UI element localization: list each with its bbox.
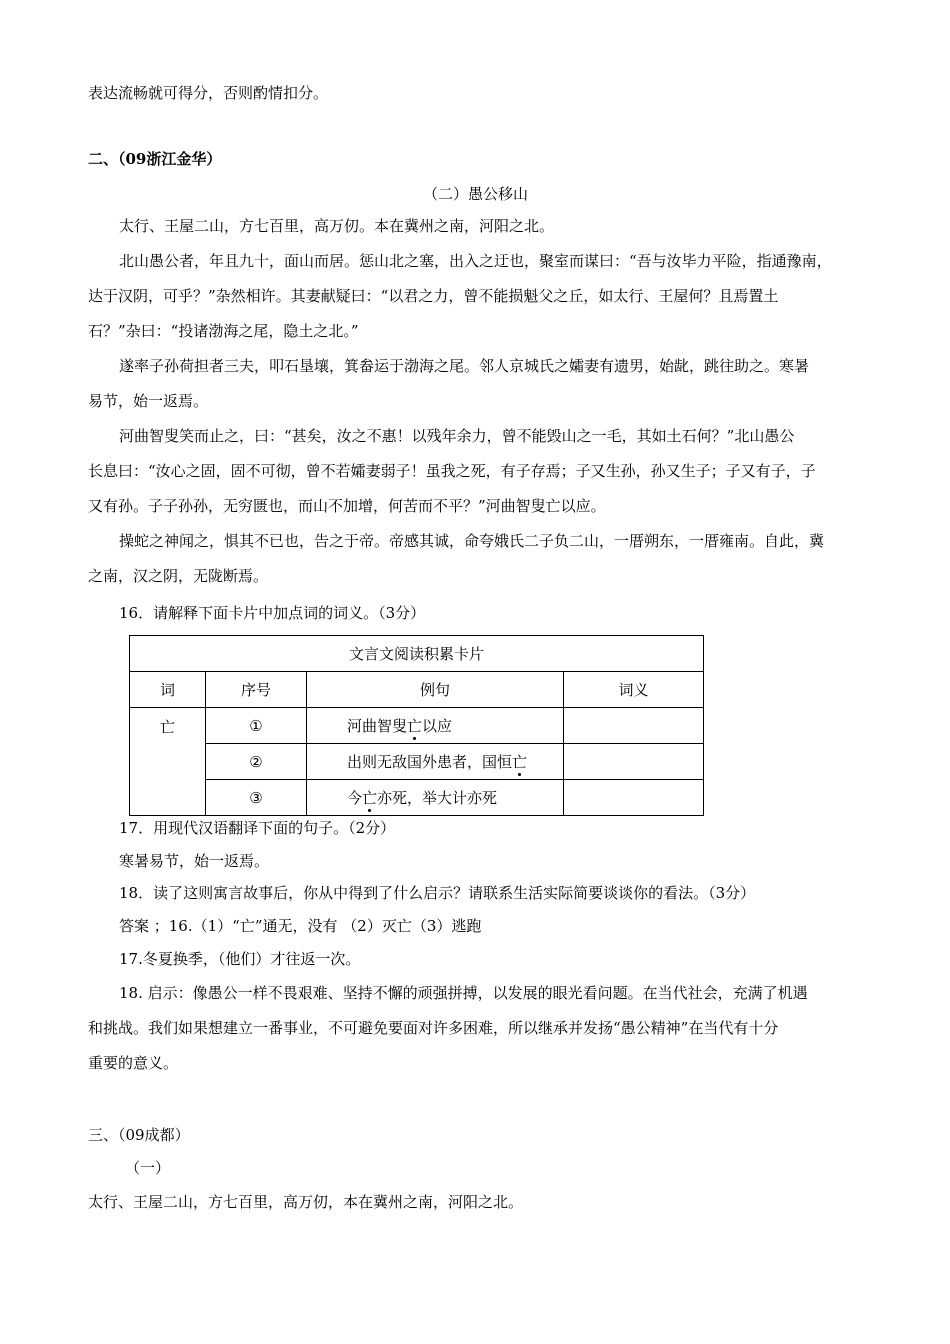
passage-line: 遂率子孙荷担者三夫，叩石垦壤，箕畚运于渤海之尾。邻人京城氏之孀妻有遗男，始龀，跳往助之。寒暑 <box>119 357 810 375</box>
text-line: 表达流畅就可得分，否则酌情扣分。 <box>88 84 329 102</box>
passage-line: 太行、王屋二山，方七百里，高万仞，本在冀州之南，河阳之北。 <box>88 1193 524 1211</box>
passage-line: 易节，始一返焉。 <box>88 392 209 410</box>
row-example: 出则无敌国外患者，国恒亡 <box>307 744 564 780</box>
question-16: 16．请解释下面卡片中加点词的词义。（3分） <box>119 604 426 622</box>
section-heading-2: 二、（09浙江金华） <box>88 150 222 168</box>
row-meaning <box>564 744 704 780</box>
passage-line: 操蛇之神闻之，惧其不已也，告之于帝。帝感其诚，命夸娥氏二子负二山，一厝朔东，一厝雍南。自此，冀 <box>119 532 825 550</box>
card-word: 亡 <box>130 708 206 816</box>
header-number: 序号 <box>206 672 307 708</box>
answer-16: 答案 ；16.（1）“亡”通无，没有 （2）灭亡（3）逃跑 <box>119 917 482 935</box>
question-17-sentence: 寒暑易节，始一返焉。 <box>119 852 270 870</box>
answer-18: 18. 启示：像愚公一样不畏艰难、坚持不懈的顽强拼搏，以发展的眼光看问题。在当代社会，充满了机遇 <box>119 984 808 1002</box>
answer-17: 17.冬夏换季，（他们）才往返一次。 <box>119 950 361 968</box>
passage-line: 长息曰：“汝心之固，固不可彻，曾不若孀妻弱子！虽我之死，有子存焉；子又生孙，孙又生子；子又有子，子 <box>88 462 816 480</box>
row-number: ③ <box>206 780 307 816</box>
answer-18-line: 重要的意义。 <box>88 1054 179 1072</box>
header-meaning: 词义 <box>564 672 704 708</box>
passage-paragraph-1: 太行、王屋二山，方七百里，高万仞。本在冀州之南，河阳之北。 <box>119 217 555 235</box>
dotted-char: 亡 <box>362 789 378 807</box>
question-18: 18．读了这则寓言故事后，你从中得到了什么启示？请联系生活实际简要谈谈你的看法。（3分） <box>119 884 756 902</box>
row-meaning <box>564 708 704 744</box>
row-number: ① <box>206 708 307 744</box>
dotted-char: 亡 <box>407 717 423 735</box>
passage-line: 北山愚公者，年且九十，面山而居。惩山北之塞，出入之迂也，聚室而谋曰：“吾与汝毕力平险，指通豫南， <box>119 252 832 270</box>
header-word: 词 <box>130 672 206 708</box>
header-example: 例句 <box>307 672 564 708</box>
subsection-heading: （一） <box>125 1159 171 1177</box>
answer-18-line: 和挑战。我们如果想建立一番事业，不可避免要面对许多困难，所以继承并发扬“愚公精神”在当代有十分 <box>88 1019 779 1037</box>
passage-line: 河曲智叟笑而止之，曰：“甚矣，汝之不惠！以残年余力，曾不能毁山之一毛，其如土石何？”北山愚公 <box>119 427 795 445</box>
passage-title: （二）愚公移山 <box>422 185 528 203</box>
row-number: ② <box>206 744 307 780</box>
row-example: 今亡亦死，举大计亦死 <box>307 780 564 816</box>
question-17: 17．用现代汉语翻译下面的句子。（2分） <box>119 819 396 837</box>
row-example: 河曲智叟亡以应 <box>307 708 564 744</box>
passage-line: 之南，汉之阴，无陇断焉。 <box>88 567 269 585</box>
vocab-card-table <box>129 635 704 816</box>
section-heading-3: 三、（09成都） <box>88 1126 190 1144</box>
row-meaning <box>564 780 704 816</box>
passage-line: 又有孙。子子孙孙，无穷匮也，而山不加增，何苦而不平？”河曲智叟亡以应。 <box>88 497 606 515</box>
dotted-char: 亡 <box>512 753 528 771</box>
passage-line: 达于汉阴，可乎？”杂然相许。其妻献疑曰：“以君之力，曾不能损魁父之丘，如太行、王屋何？且焉置土 <box>88 287 779 305</box>
passage-line: 石？”杂曰：“投诸渤海之尾，隐土之北。” <box>88 322 359 340</box>
card-title: 文言文阅读积累卡片 <box>130 636 704 672</box>
